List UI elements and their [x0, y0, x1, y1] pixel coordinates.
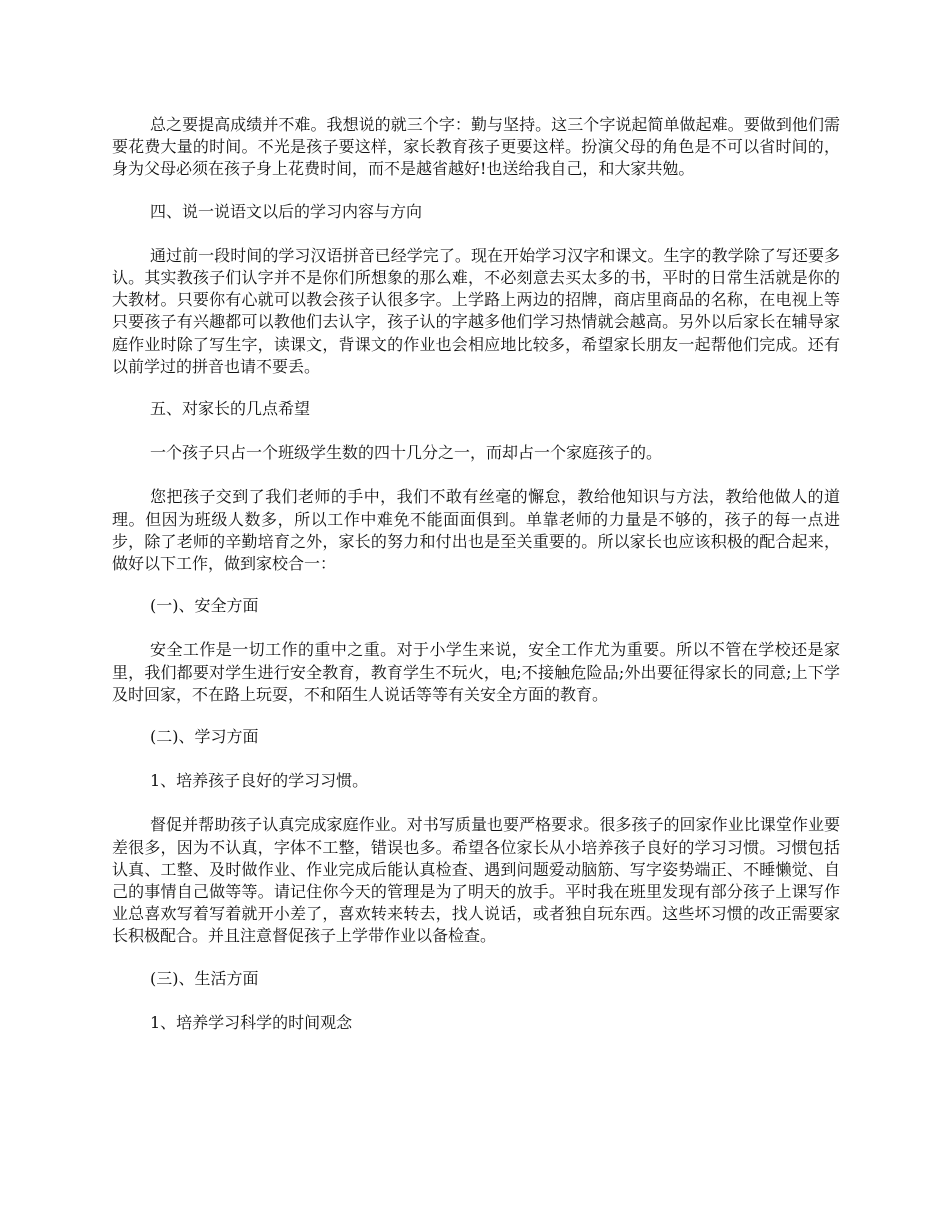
- item-heading-study-habits: 1、培养孩子良好的学习习惯。: [150, 771, 369, 791]
- paragraph-summary: 总之要提高成绩并不难。我想说的就三个字：勤与坚持。这三个字说起简单做起难。要做到他们需要花费大量的时间。不光是孩子要这样，家长教育孩子更要这样。扮演父母的角色是不可以省时间的，身为父母必须在孩子身上花费时间，而不是越省越好!也送给我自己，和大家共勉。: [112, 115, 840, 179]
- item-heading-time-concept: 1、培养学习科学的时间观念: [150, 1012, 353, 1032]
- paragraph-parents-cooperation: 您把孩子交到了我们老师的手中，我们不敢有丝毫的懈怠，教给他知识与方法，教给他做人的道理。但因为班级人数多，所以工作中难免不能面面俱到。单靠老师的力量是不够的，孩子的每一点进步，除了老师的辛勤培育之外，家长的努力和付出也是至关重要的。所以家长也应该积极的配合起来，做好以下工作，做到家校合一：: [112, 487, 840, 574]
- paragraph-safety: 安全工作是一切工作的重中之重。对于小学生来说，安全工作尤为重要。所以不管在学校还是家里，我们都要对学生进行安全教育，教育学生不玩火，电;不接触危险品;外出要征得家长的同意;上下学及时回家，不在路上玩耍，不和陌生人说话等等有关安全方面的教育。: [112, 640, 840, 704]
- paragraph-study-habits: 督促并帮助孩子认真完成家庭作业。对书写质量也要严格要求。很多孩子的回家作业比课堂作业要差很多，因为不认真，字体不工整，错误也多。希望各位家长从小培养孩子良好的学习习惯。习惯包括认真、工整、及时做作业、作业完成后能认真检查、遇到问题爱动脑筋、写字姿势端正、不睡懒觉、自己的事情自己做等等。请记住你今天的管理是为了明天的放手。平时我在班里发现有部分孩子上课写作业总喜欢写着写着就开小差了，喜欢转来转去，找人说话，或者独自玩东西。这些坏习惯的改正需要家长积极配合。并且注意督促孩子上学带作业以备检查。: [112, 815, 840, 946]
- document-page: [112, 114, 840, 1056]
- section-heading-five: 五、对家长的几点希望: [150, 399, 311, 419]
- section-heading-four: 四、说一说语文以后的学习内容与方向: [150, 201, 423, 221]
- subsection-heading-study: (二)、学习方面: [150, 727, 259, 747]
- subsection-heading-life: (三)、生活方面: [150, 968, 259, 988]
- paragraph-one-child: 一个孩子只占一个班级学生数的四十几分之一，而却占一个家庭孩子的。: [150, 443, 663, 463]
- subsection-heading-safety: (一)、安全方面: [150, 596, 259, 616]
- paragraph-chinese-learning: 通过前一段时间的学习汉语拼音已经学完了。现在开始学习汉字和课文。生字的教学除了写还要多认。其实教孩子们认字并不是你们所想象的那么难，不必刻意去买太多的书，平时的日常生活就是你的大教材。只要你有心就可以教会孩子认很多字。上学路上两边的招牌，商店里商品的名称，在电视上等只要孩子有兴趣都可以教他们去认字，孩子认的字越多他们学习热情就会越高。另外以后家长在辅导家庭作业时除了写生字，读课文，背课文的作业也会相应地比较多，希望家长朋友一起帮他们完成。还有以前学过的拼音也请不要丢。: [112, 245, 840, 376]
